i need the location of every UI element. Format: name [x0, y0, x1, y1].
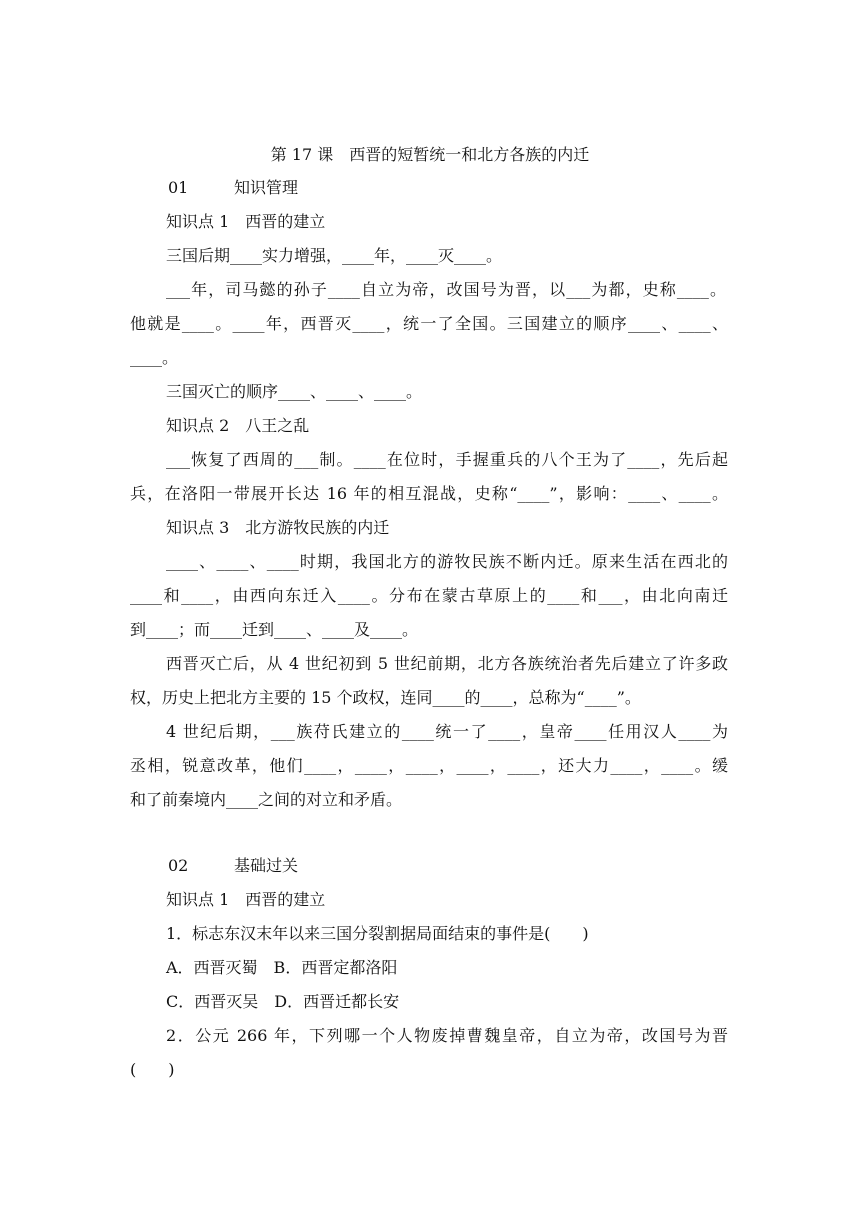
- section-number: 01: [168, 178, 189, 197]
- question-options: C．西晋灭吴 D．西晋迁都长安: [166, 992, 400, 1011]
- section-heading-basics: [168, 858, 298, 874]
- paragraph-text: ___恢复了西周的___制。____在位时，手握重兵的八个王为了____，先后起: [166, 450, 728, 469]
- paragraph-text: 他就是____。____年，西晋灭____，统一了全国。三国建立的顺序____、____、: [130, 314, 728, 333]
- section-heading-knowledge: [168, 180, 298, 196]
- knowledge-point-heading: 知识点 3 北方游牧民族的内迁: [166, 518, 390, 537]
- paragraph-text: ____。: [130, 348, 179, 367]
- paragraph-text: 权，历史上把北方主要的 15 个政权，连同____的____，总称为“____”。: [130, 688, 641, 707]
- section-label: 基础过关: [234, 856, 299, 875]
- paragraph-text: 三国灭亡的顺序____、____、____。: [166, 382, 423, 401]
- section-number: 02: [168, 856, 189, 875]
- paragraph-text: 和了前秦境内____之间的对立和矛盾。: [130, 790, 403, 809]
- paragraph-text: 到____；而____迁到____、____及____。: [130, 620, 419, 639]
- paragraph-text: ____、____、____时期，我国北方的游牧民族不断内迁。原来生活在西北的: [166, 552, 728, 571]
- question-stem: 1．标志东汉末年以来三国分裂割据局面结束的事件是( ): [166, 924, 589, 943]
- knowledge-point-heading: 知识点 1 西晋的建立: [166, 890, 326, 909]
- paragraph-text: ___年，司马懿的孙子____自立为帝，改国号为晋，以___为都，史称____。: [166, 280, 726, 299]
- paragraph-text: ____和____，由西向东迁入____。分布在蒙古草原上的____和___，由北向南迁: [130, 586, 728, 605]
- paragraph-text: 西晋灭亡后，从 4 世纪初到 5 世纪前期，北方各族统治者先后建立了许多政: [166, 654, 728, 673]
- question-options: A．西晋灭蜀 B．西晋定都洛阳: [166, 958, 398, 977]
- paragraph-text: 4 世纪后期，___族苻氏建立的____统一了____，皇帝____任用汉人____为: [166, 722, 728, 741]
- knowledge-point-heading: 知识点 2 八王之乱: [166, 416, 310, 435]
- paragraph-text: 三国后期____实力增强，____年，____灭____。: [166, 246, 503, 265]
- question-stem: 2．公元 266 年，下列哪一个人物废掉曹魏皇帝，自立为帝，改国号为晋: [166, 1026, 728, 1045]
- knowledge-point-heading: 知识点 1 西晋的建立: [166, 212, 326, 231]
- paragraph-text: 兵，在洛阳一带展开长达 16 年的相互混战，史称“____”，影响：____、____。: [130, 484, 728, 503]
- section-label: 知识管理: [234, 178, 299, 197]
- question-answer-bracket: ( ): [130, 1060, 175, 1079]
- paragraph-text: 丞相，锐意改革，他们____，____，____，____，____，还大力____，____。缓: [130, 756, 728, 775]
- page-title: 第 17 课 西晋的短暂统一和北方各族的内迁: [270, 145, 590, 164]
